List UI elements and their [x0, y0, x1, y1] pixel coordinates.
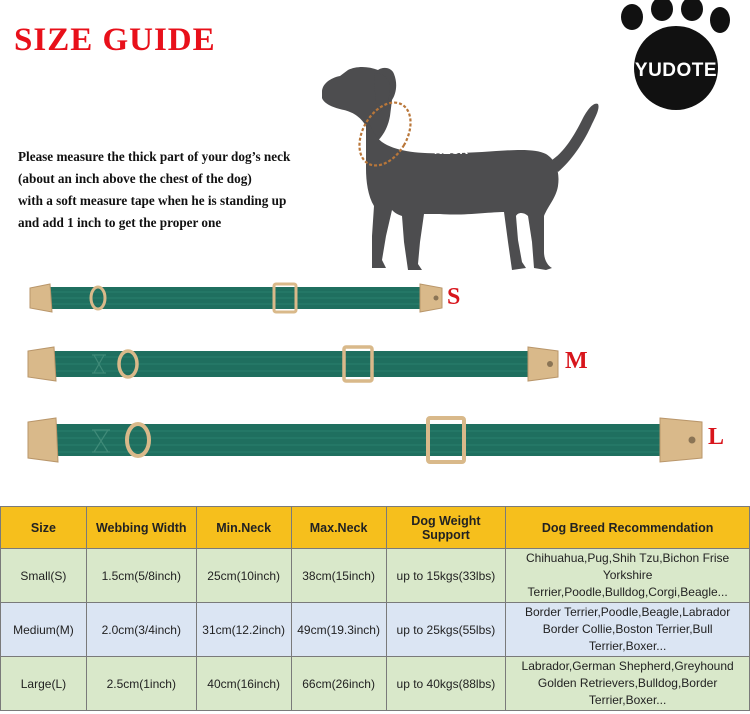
table-row [1, 549, 750, 603]
cell-min-neck: 40cm(16inch) [196, 657, 291, 711]
header-breed: Dog Breed Recommendation [506, 507, 750, 549]
size-label-m: M [565, 348, 588, 374]
collar-large [26, 414, 708, 466]
instruction-line: Please measure the thick part of your dog’s neck [18, 149, 291, 164]
instruction-line: with a soft measure tape when he is standing up [18, 193, 287, 208]
table-row [1, 603, 750, 657]
size-label-l: L [708, 424, 725, 450]
cell-weight: up to 15kgs(33lbs) [386, 549, 506, 603]
page-title: SIZE GUIDE [14, 22, 216, 58]
instruction-line: and add 1 inch to get the proper one [18, 215, 222, 230]
breed-line: Chihuahua,Pug,Shih Tzu,Bichon Frise [526, 551, 730, 565]
cell-breed [506, 603, 750, 657]
collar-small [28, 278, 444, 320]
cell-width: 2.0cm(3/4inch) [86, 603, 196, 657]
header-webbing-width: Webbing Width [86, 507, 196, 549]
breed-line: Yorkshire Terrier,Poodle,Bulldog,Corgi,Beagle... [527, 568, 728, 599]
cell-weight: up to 25kgs(55lbs) [386, 603, 506, 657]
cell-weight: up to 40kgs(88lbs) [386, 657, 506, 711]
breed-line: Border Collie,Boston Terrier,Bull [542, 622, 713, 636]
cell-max-neck: 66cm(26inch) [291, 657, 386, 711]
measure-instructions [18, 146, 290, 234]
header-min-neck: Min.Neck [196, 507, 291, 549]
size-label-s: S [447, 284, 461, 310]
dog-silhouette [312, 56, 602, 282]
header-size: Size [1, 507, 87, 549]
cell-width: 1.5cm(5/8inch) [86, 549, 196, 603]
cell-breed [506, 549, 750, 603]
table-row [1, 657, 750, 711]
cell-size: Medium(M) [1, 603, 87, 657]
cell-min-neck: 31cm(12.2inch) [196, 603, 291, 657]
cell-min-neck: 25cm(10inch) [196, 549, 291, 603]
header-max-neck: Max.Neck [291, 507, 386, 549]
instruction-line: (about an inch above the chest of the dog) [18, 171, 252, 186]
cell-max-neck: 49cm(19.3inch) [291, 603, 386, 657]
logo-text: YUDOTE [634, 60, 718, 81]
breed-line: Terrier,Boxer... [588, 693, 667, 707]
brand-logo [604, 0, 744, 112]
table-header-row [1, 507, 750, 549]
size-table [0, 506, 750, 711]
cell-size: Large(L) [1, 657, 87, 711]
cell-size: Small(S) [1, 549, 87, 603]
breed-line: Terrier,Boxer... [588, 639, 667, 653]
breed-line: Border Terrier,Poodle,Beagle,Labrador [524, 605, 731, 619]
breed-line: Labrador,German Shepherd,Greyhound [521, 659, 734, 673]
neck-label: NECK [434, 143, 469, 157]
breed-line: Golden Retrievers,Bulldog,Border [537, 676, 718, 690]
cell-max-neck: 38cm(15inch) [291, 549, 386, 603]
collar-medium [26, 343, 564, 385]
cell-width: 2.5cm(1inch) [86, 657, 196, 711]
cell-breed [506, 657, 750, 711]
header-weight-support: Dog Weight Support [386, 507, 506, 549]
